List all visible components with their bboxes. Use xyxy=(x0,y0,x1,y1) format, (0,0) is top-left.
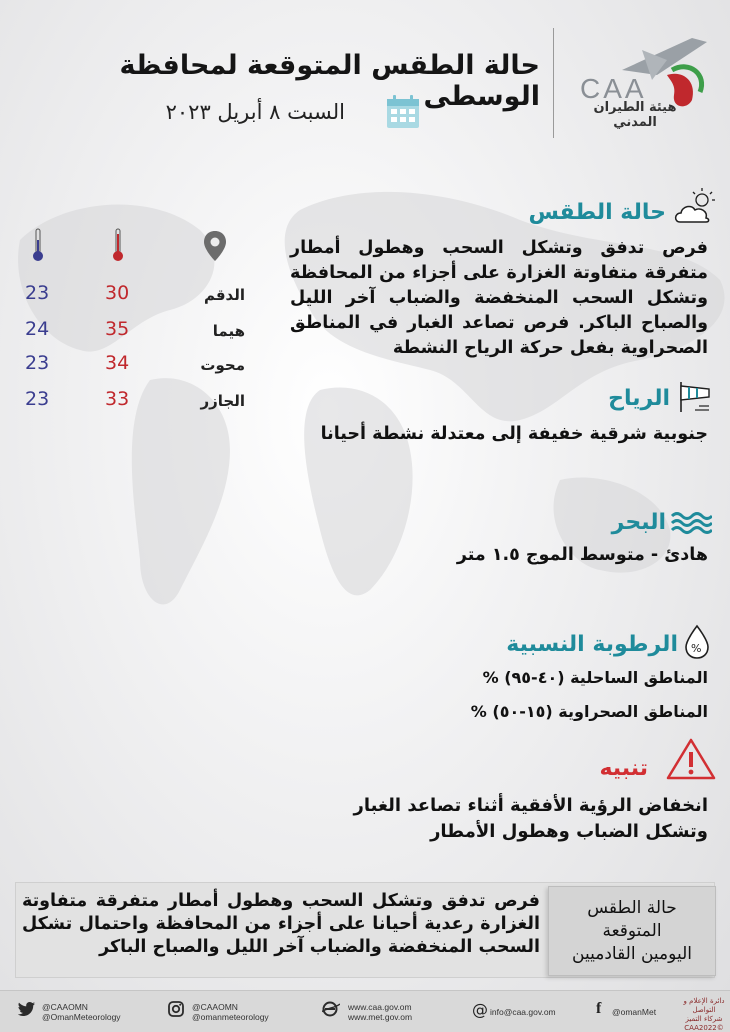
humidity-section-title: الرطوبة النسبية xyxy=(506,632,678,657)
department-line-3: ©CAA2022 xyxy=(684,1024,724,1032)
min-temp: 23 xyxy=(25,352,50,374)
web-icon[interactable] xyxy=(322,1001,340,1017)
temp-row xyxy=(15,318,275,348)
humidity-coastal: المناطق الساحلية (٤٠-٩٥) % xyxy=(482,668,708,687)
max-temp: 33 xyxy=(105,388,130,410)
location-pin-icon xyxy=(203,230,227,262)
temp-row xyxy=(15,352,275,382)
twitter-icon[interactable] xyxy=(18,1001,36,1017)
twitter-handle-2[interactable]: @OmanMeteorology xyxy=(42,1012,121,1022)
waves-icon xyxy=(670,510,712,536)
svg-text:%: % xyxy=(691,642,702,655)
web-link-2[interactable]: www.met.gov.om xyxy=(348,1012,413,1022)
email-icon[interactable]: @ xyxy=(472,1000,488,1019)
facebook-icon[interactable]: f xyxy=(596,1000,602,1017)
warning-icon xyxy=(666,738,716,780)
max-temp: 30 xyxy=(105,282,130,304)
humidity-drop-icon xyxy=(683,624,711,660)
city-name: الجازر xyxy=(200,392,245,410)
forecast-date: السبت ٨ أبريل ٢٠٢٣ xyxy=(165,100,345,124)
windsock-icon xyxy=(675,380,713,414)
min-temp: 23 xyxy=(25,282,50,304)
temperature-table xyxy=(15,228,275,428)
weather-section-text: فرص تدفق وتشكل السحب وهطول أمطار متفرقة متفاوتة الغزارة على أجزاء من المحافظة وتشكل السحب المنخفضة والضباب آخر الليل والصباح الباكر. فرص تصاعد الغبار في المناطق الصحراوية بفعل حركة الرياح النشطة xyxy=(290,238,708,358)
max-temp: 35 xyxy=(105,318,130,340)
sea-section-text: هادئ - متوسط الموج ١.٥ متر xyxy=(456,545,708,565)
next-days-text: فرص تدفق وتشكل السحب وهطول أمطار متفرقة متفاوتة الغزارة رعدية أحيانا على أجزاء من المحافظة واحتمال تشكل السحب المنخفضة والضباب آخر الليل والصباح الباكر xyxy=(22,891,540,957)
instagram-handles[interactable] xyxy=(192,1002,269,1022)
header-divider xyxy=(553,28,554,138)
temp-row xyxy=(15,282,275,312)
instagram-handle-2[interactable]: @omanmeteorology xyxy=(192,1012,269,1022)
instagram-icon[interactable] xyxy=(168,1001,184,1017)
calendar-icon xyxy=(385,94,421,130)
facebook-handle[interactable]: @omanMet xyxy=(612,1007,657,1017)
max-temp: 34 xyxy=(105,352,130,374)
twitter-handle-1[interactable]: @CAAOMN xyxy=(42,1002,88,1012)
twitter-handles[interactable] xyxy=(42,1002,121,1022)
warning-section-text: انخفاض الرؤية الأفقية أثناء تصاعد الغبار وتشكل الضباب وهطول الأمطار xyxy=(353,795,708,842)
next-days-label-line3: اليومين القادميين xyxy=(572,943,692,964)
city-name: هيما xyxy=(212,322,245,340)
min-temp: 24 xyxy=(25,318,50,340)
web-link-1[interactable]: www.caa.gov.om xyxy=(348,1002,412,1012)
city-name: محوت xyxy=(200,356,245,374)
logo-abbr: CAA xyxy=(580,73,647,104)
page-title: حالة الطقس المتوقعة لمحافظة الوسطى xyxy=(119,50,540,112)
next-days-label xyxy=(548,886,716,976)
department-credit xyxy=(680,997,728,1032)
next-days-label-line2: المتوقعة xyxy=(602,920,662,941)
logo-name: هيئة الطيران المدني xyxy=(593,100,677,130)
cloud-sun-icon xyxy=(672,186,716,226)
wind-section-title: الرياح xyxy=(608,386,670,411)
sea-section-title: البحر xyxy=(611,510,666,535)
department-line-2: شركاء التميز xyxy=(685,1015,723,1023)
email-address[interactable]: info@caa.gov.om xyxy=(490,1007,556,1017)
instagram-handle-1[interactable]: @CAAOMN xyxy=(192,1002,238,1012)
web-links[interactable] xyxy=(348,1002,412,1022)
warning-section-title: تنبيه xyxy=(599,756,648,781)
temp-row xyxy=(15,388,275,418)
wind-section-text: جنوبية شرقية خفيفة إلى معتدلة نشطة أحيانا xyxy=(320,424,708,444)
city-name: الدقم xyxy=(203,286,245,304)
max-thermometer-icon xyxy=(111,228,125,262)
min-temp: 23 xyxy=(25,388,50,410)
weather-section-title: حالة الطقس xyxy=(528,200,666,225)
min-thermometer-icon xyxy=(31,228,45,262)
next-days-label-line1: حالة الطقس xyxy=(587,897,677,918)
department-line-1: دائرة الإعلام و التواصل xyxy=(683,997,725,1014)
humidity-desert: المناطق الصحراوية (١٥-٥٠) % xyxy=(470,702,708,721)
